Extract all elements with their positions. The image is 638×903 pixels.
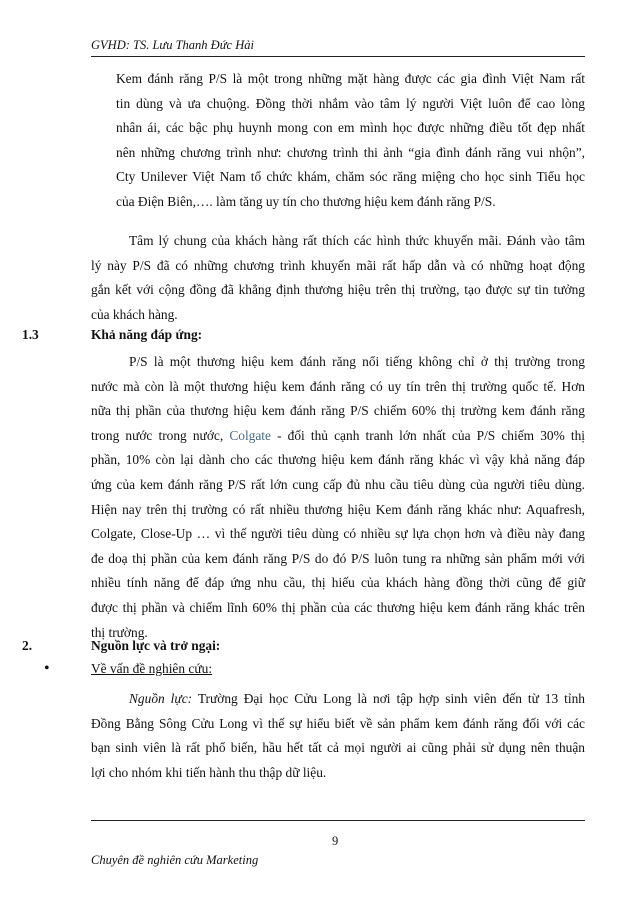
text-fragment: Trường Đại học Cửu Long là nơi tập hợp sinh viên đến từ 13 tỉnh — [192, 691, 585, 706]
text-line: được thị phần và chiếm lĩnh 60% thị phần của các thương hiệu kem đánh răng khác trên — [91, 599, 585, 615]
page-header: GVHD: TS. Lưu Thanh Đức Hải — [91, 38, 254, 52]
text-line: Hiện nay trên thị trường có rất nhiều thương hiệu Kem đánh răng khác như: Aquafresh, — [91, 501, 585, 517]
text-line: nhiều tính năng để đáp ứng nhu cầu, thị hiếu của khách hàng đồng thời cũng để giữ — [91, 575, 585, 591]
text-line: thị trường. — [91, 624, 148, 640]
text-line: nữa thị phần của thương hiệu kem đánh răng P/S chiếm 60% thị trường kem đánh răng — [91, 403, 585, 419]
text-line: bạn sinh viên là rất phổ biến, hầu hết tất cả mọi người ai cũng phải sử dụng nên thuận — [91, 740, 585, 756]
text-line: Kem đánh răng P/S là một trong những mặt hàng được các gia đình Việt Nam rất — [116, 71, 585, 86]
text-line: tin dùng và ưa chuộng. Đồng thời nhắm vào tâm lý người Việt luôn để cao lòng — [116, 95, 585, 111]
text-line — [91, 424, 585, 449]
text-line — [91, 687, 585, 712]
text-fragment: - đối thủ cạnh tranh lớn nhất của P/S chiếm 30% thị — [270, 427, 585, 443]
text-line: của khách hàng. — [91, 306, 178, 322]
section-title: Nguồn lực và trở ngại: — [91, 638, 221, 653]
section-number: 1.3 — [22, 327, 39, 342]
page-footer: Chuyên đề nghiên cứu Marketing — [91, 853, 259, 867]
text-line: nhân ái, các bậc phụ huynh mong con em mình học được những điều tốt đẹp nhất — [116, 120, 585, 136]
text-line: ứng của kem đánh răng P/S rất lớn cung cấp đủ nhu cầu tiêu dùng của người tiêu dùng. — [91, 476, 585, 492]
brand-highlight: Colgate — [229, 427, 271, 443]
text-line: đe doạ thị phần của kem đánh răng P/S do đó P/S luôn tung ra những sản phẩm mới với — [91, 550, 585, 566]
paragraph-2 — [91, 229, 585, 327]
text-line: nước mà còn là một thương hiệu kem đánh răng có uy tín trên thị trường quốc tế. Hơn — [91, 378, 585, 394]
text-line: Tâm lý chung của khách hàng rất thích các hình thức khuyến mãi. Đánh vào tâm — [129, 233, 585, 248]
header-rule — [91, 56, 585, 57]
bullet-icon: • — [44, 660, 50, 677]
text-line: lợi cho nhóm khi tiến hành thu thập dữ liệu. — [91, 764, 327, 780]
section-title: Khả năng đáp ứng: — [91, 327, 203, 342]
text-line: nên những chương trình như: chương trình thi ảnh “gia đình đánh răng vui nhộn”, — [116, 144, 585, 160]
inline-label: Nguồn lực: — [129, 691, 193, 706]
text-line: gắn kết với cộng đồng đã khẳng định thương hiệu trên thị trường, tạo được sự tin tưởng — [91, 282, 585, 298]
text-line: Cty Unilever Việt Nam tổ chức khám, chăm sóc răng miệng cho học sinh Tiểu học — [116, 169, 585, 185]
section-number: 2. — [22, 638, 33, 653]
paragraph-4 — [91, 687, 585, 785]
text-line: Đồng Bằng Sông Cửu Long vì thế sự hiểu biết về sản phẩm kem đánh răng đối với các — [91, 715, 585, 731]
footer-rule — [91, 820, 585, 821]
paragraph-3 — [91, 350, 585, 645]
paragraph-1 — [116, 67, 585, 215]
text-line: của Điện Biên,…. làm tăng uy tín cho thương hiệu kem đánh răng P/S. — [116, 193, 496, 209]
bullet-heading: Về vấn đề nghiên cứu: — [91, 661, 213, 676]
text-line: phần, 10% còn lại dành cho các thương hiệu kem đánh răng khác vì vậy khả năng đáp — [91, 452, 585, 468]
text-fragment: trong nước trong nước, — [91, 427, 230, 443]
page-number: 9 — [332, 834, 339, 848]
text-line: P/S là một thương hiệu kem đánh răng nổi tiếng không chỉ ở thị trường trong — [129, 354, 585, 369]
text-line: Colgate, Close-Up … vì thế người tiêu dùng có nhiều sự lựa chọn hơn và điều này đang — [91, 526, 585, 542]
text-line: lý này P/S đã có những chương trình khuyến mãi rất hấp dẫn và có những hoạt động — [91, 257, 585, 273]
